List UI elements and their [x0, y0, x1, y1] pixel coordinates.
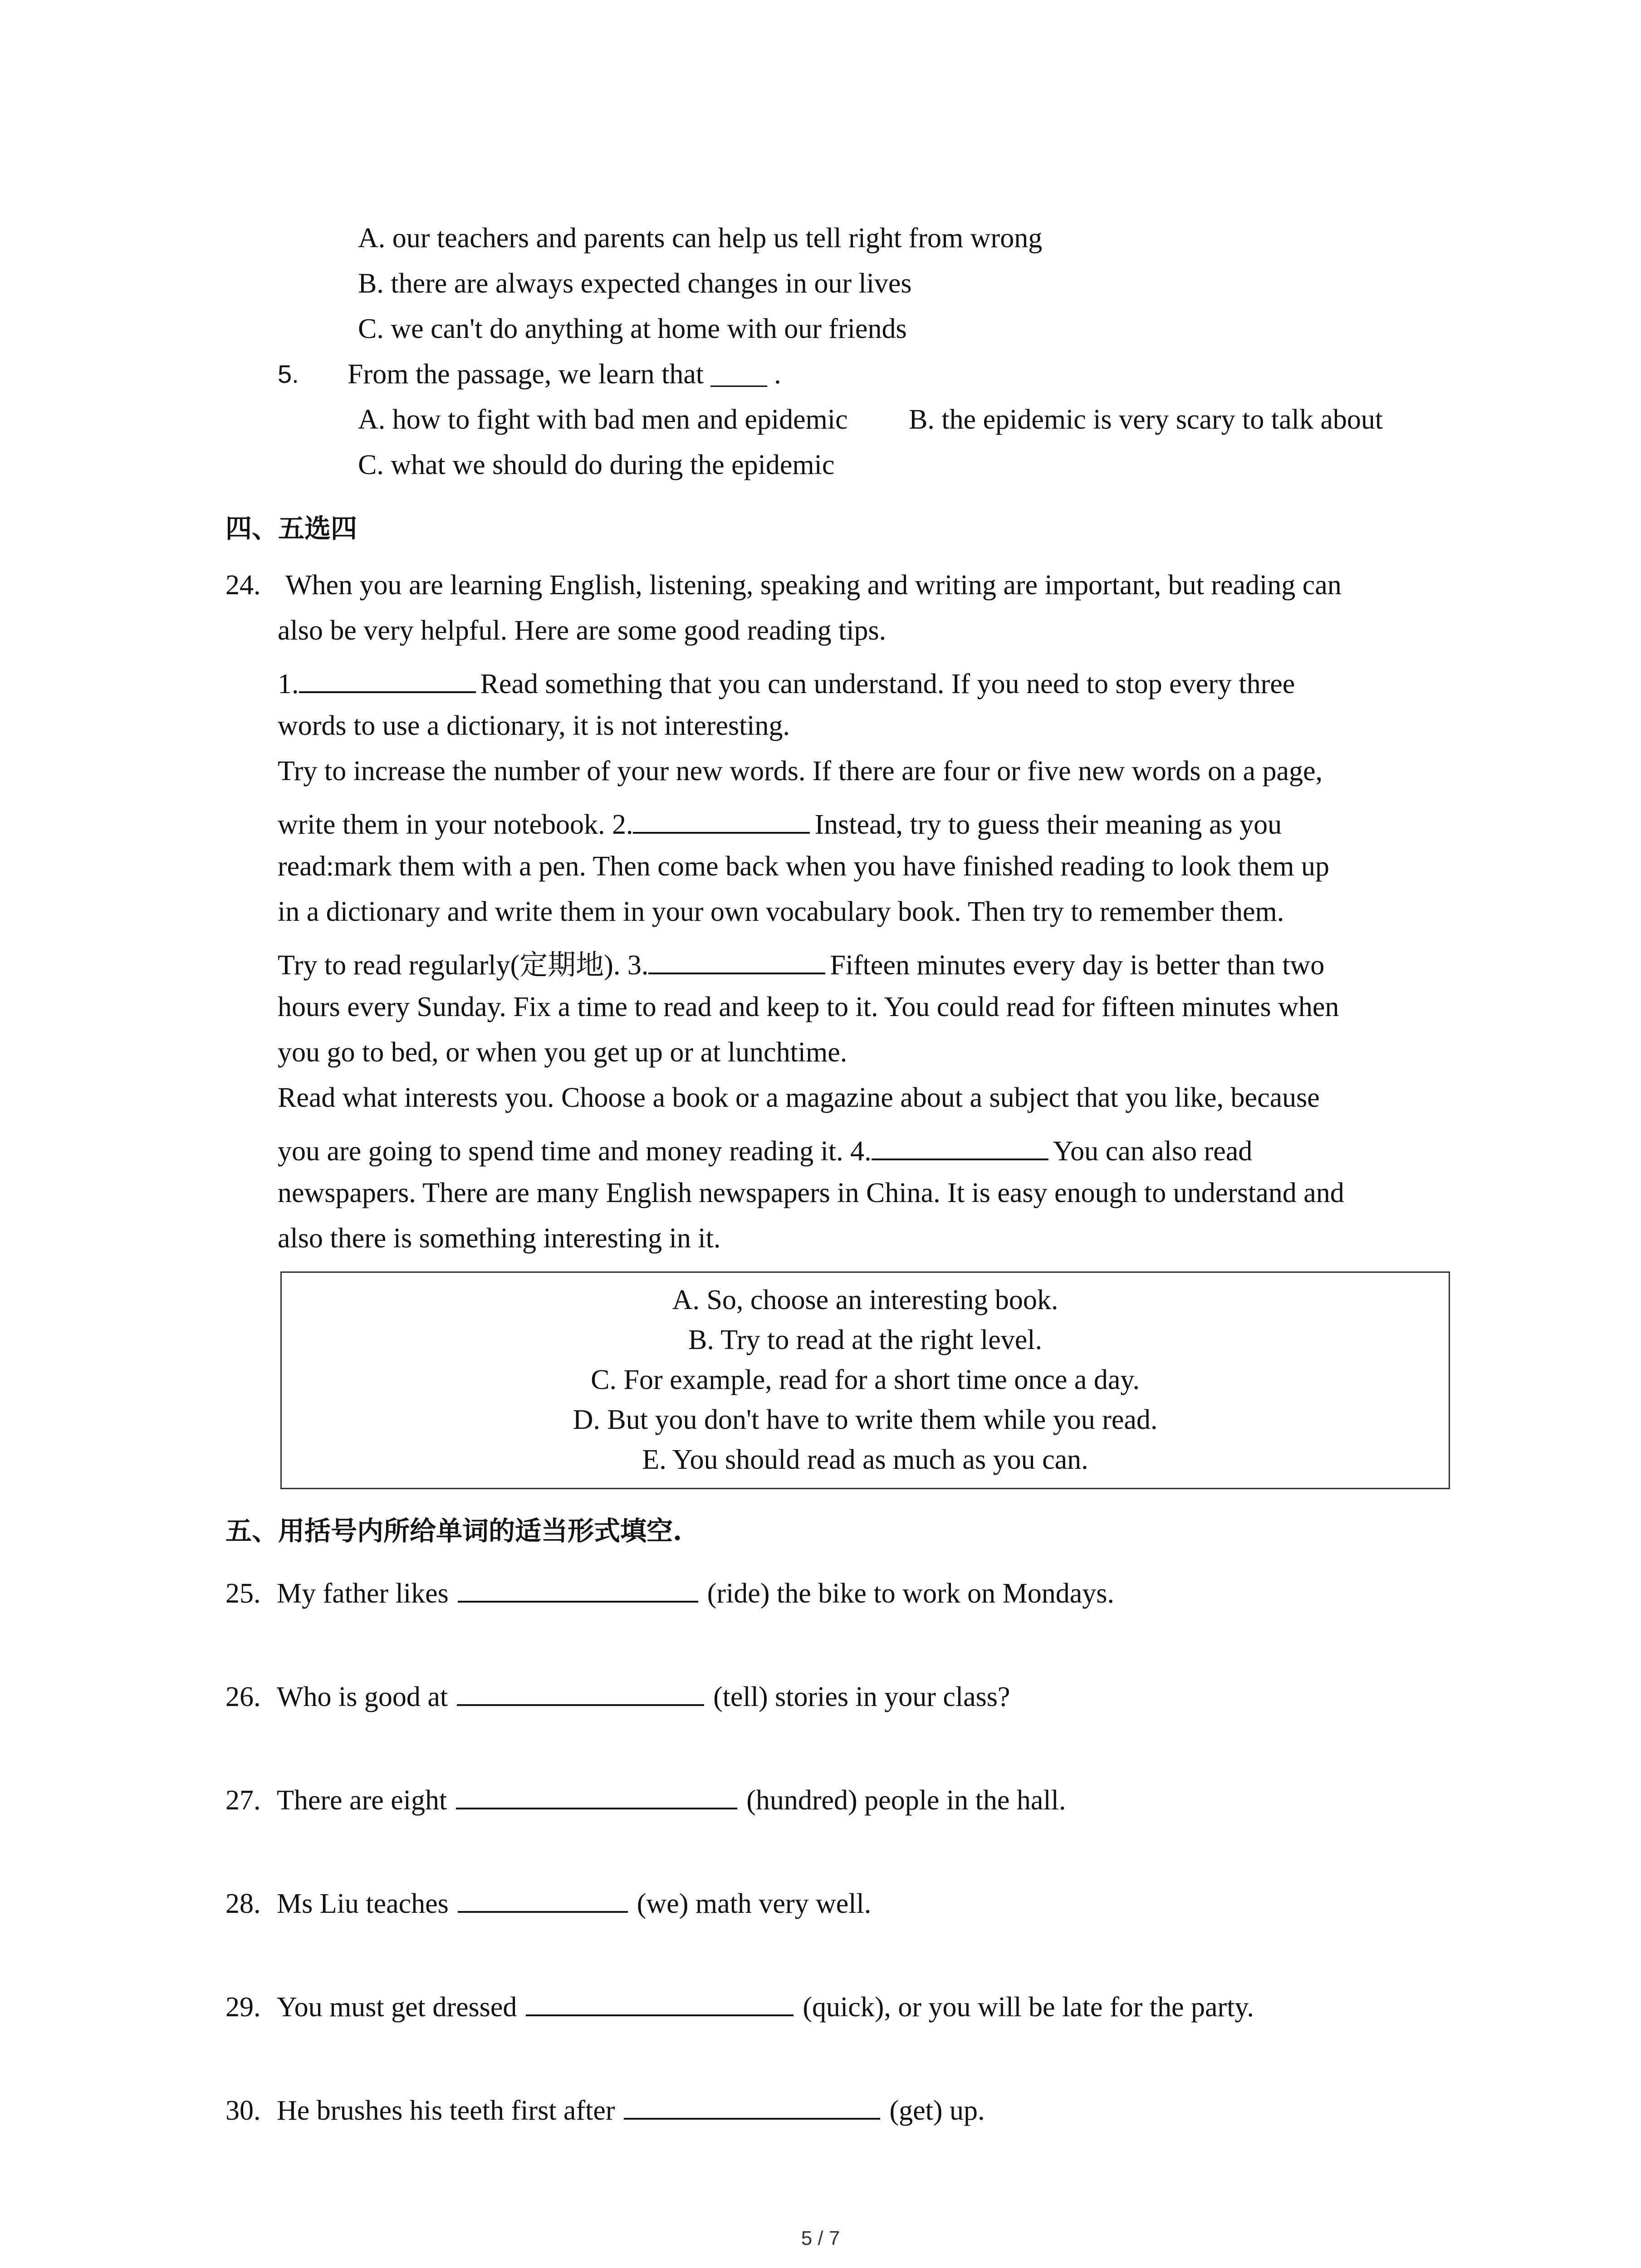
q26-before: Who is good at	[277, 1681, 448, 1712]
q27-answer-blank[interactable]	[456, 1779, 737, 1809]
q28-number: 28.	[225, 1888, 261, 1919]
q24-intro-line1: When you are learning English, listening, speaking and writing are important, but reading can	[285, 570, 1342, 601]
option-e: E. You should read as much as you can.	[642, 1444, 1088, 1475]
option-b: B. Try to read at the right level.	[688, 1325, 1043, 1355]
q25	[225, 1572, 1114, 1612]
para4-after: You can also read	[1053, 1136, 1253, 1167]
q24-number: 24.	[225, 570, 261, 601]
section5-heading: 五、用括号内所给单词的适当形式填空.	[225, 1515, 682, 1546]
option-a: A. So, choose an interesting book.	[672, 1285, 1058, 1315]
q24-para4-line3: newspapers. There are many English newspapers in China. It is easy enough to understand and	[278, 1178, 1344, 1208]
para1-text: Read something that you can understand. If you need to stop every three	[480, 669, 1295, 699]
q24-para3-line1	[278, 943, 1324, 983]
q29-before: You must get dressed	[277, 1992, 517, 2023]
q29-number: 29.	[225, 1992, 261, 2023]
q24-para1-line2: words to use a dictionary, it is not interesting.	[278, 710, 790, 741]
q24-para2-line2	[278, 803, 1282, 843]
q24-para2-line3: read:mark them with a pen. Then come back when you have finished reading to look them up	[278, 851, 1330, 882]
q24-para4-line2	[278, 1129, 1252, 1169]
q25-answer-blank[interactable]	[458, 1572, 698, 1603]
q28-before: Ms Liu teaches	[277, 1888, 449, 1919]
q24-para1-line1	[278, 662, 1295, 702]
option-c: C. For example, read for a short time once a day.	[591, 1364, 1140, 1395]
section4-heading: 四、五选四	[225, 513, 358, 544]
q30-before: He brushes his teeth first after	[277, 2095, 615, 2126]
para4-before: you are going to spend time and money reading it. 4.	[278, 1136, 872, 1167]
options-box	[280, 1271, 1450, 1489]
page-number: 5 / 7	[801, 2227, 840, 2249]
q29-answer-blank[interactable]	[526, 1985, 794, 2016]
q24-para4-line4: also there is something interesting in it.	[278, 1223, 721, 1254]
q28-answer-blank[interactable]	[458, 1882, 628, 1913]
option-d: D. But you don't have to write them while you read.	[573, 1404, 1158, 1435]
q23-option-b: B. there are always expected changes in our lives	[358, 268, 912, 299]
q24-para2-line1: Try to increase the number of your new words. If there are four or five new words on a page,	[278, 756, 1323, 787]
q24-para3-line2: hours every Sunday. Fix a time to read and keep to it. You could read for fifteen minutes when	[278, 992, 1339, 1022]
q27	[225, 1779, 1066, 1818]
q23-5-option-a: A. how to fight with bad men and epidemic	[358, 404, 848, 435]
q30-after: (get) up.	[889, 2095, 985, 2126]
q24-para4-line1: Read what interests you. Choose a book or a magazine about a subject that you like, because	[278, 1082, 1320, 1113]
q23-5-option-c: C. what we should do during the epidemic	[358, 450, 835, 480]
q28	[225, 1882, 871, 1922]
q25-after: (ride) the bike to work on Mondays.	[707, 1578, 1114, 1609]
q29	[225, 1985, 1254, 2025]
q27-after: (hundred) people in the hall.	[746, 1785, 1066, 1816]
q26	[225, 1675, 1010, 1715]
q25-number: 25.	[225, 1578, 261, 1609]
answer-blank-1[interactable]	[299, 662, 476, 693]
q23-option-a: A. our teachers and parents can help us tell right from wrong	[358, 223, 1043, 254]
q25-before: My father likes	[277, 1578, 449, 1609]
answer-blank-3[interactable]	[648, 943, 825, 974]
para3-before: Try to read regularly(定期地). 3.	[278, 950, 649, 981]
para2-after: Instead, try to guess their meaning as you	[814, 809, 1282, 840]
blank1-label: 1.	[278, 669, 299, 699]
q23-5-number: 5.	[278, 360, 299, 388]
q24-para3-line3: you go to bed, or when you get up or at lunchtime.	[278, 1037, 847, 1068]
para3-after: Fifteen minutes every day is better than two	[830, 950, 1325, 981]
q30-number: 30.	[225, 2095, 261, 2126]
answer-blank-2[interactable]	[633, 803, 810, 834]
q24-intro-line2: also be very helpful. Here are some good reading tips.	[278, 615, 887, 646]
q26-number: 26.	[225, 1681, 261, 1712]
q24-para2-line4: in a dictionary and write them in your own vocabulary book. Then try to remember them.	[278, 896, 1284, 927]
q29-after: (quick), or you will be late for the party.	[803, 1992, 1254, 2023]
q27-before: There are eight	[277, 1785, 447, 1816]
q23-option-c: C. we can't do anything at home with our friends	[358, 313, 907, 344]
q30-answer-blank[interactable]	[624, 2089, 880, 2120]
q23-5-option-b: B. the epidemic is very scary to talk about	[909, 404, 1383, 435]
q30	[225, 2089, 985, 2129]
answer-blank-4[interactable]	[872, 1129, 1048, 1160]
q26-after: (tell) stories in your class?	[713, 1681, 1010, 1712]
q26-answer-blank[interactable]	[457, 1675, 704, 1706]
q28-after: (we) math very well.	[637, 1888, 872, 1919]
q23-5-stem: From the passage, we learn that ____ .	[348, 359, 781, 390]
para2-before: write them in your notebook. 2.	[278, 809, 633, 840]
q27-number: 27.	[225, 1785, 261, 1816]
